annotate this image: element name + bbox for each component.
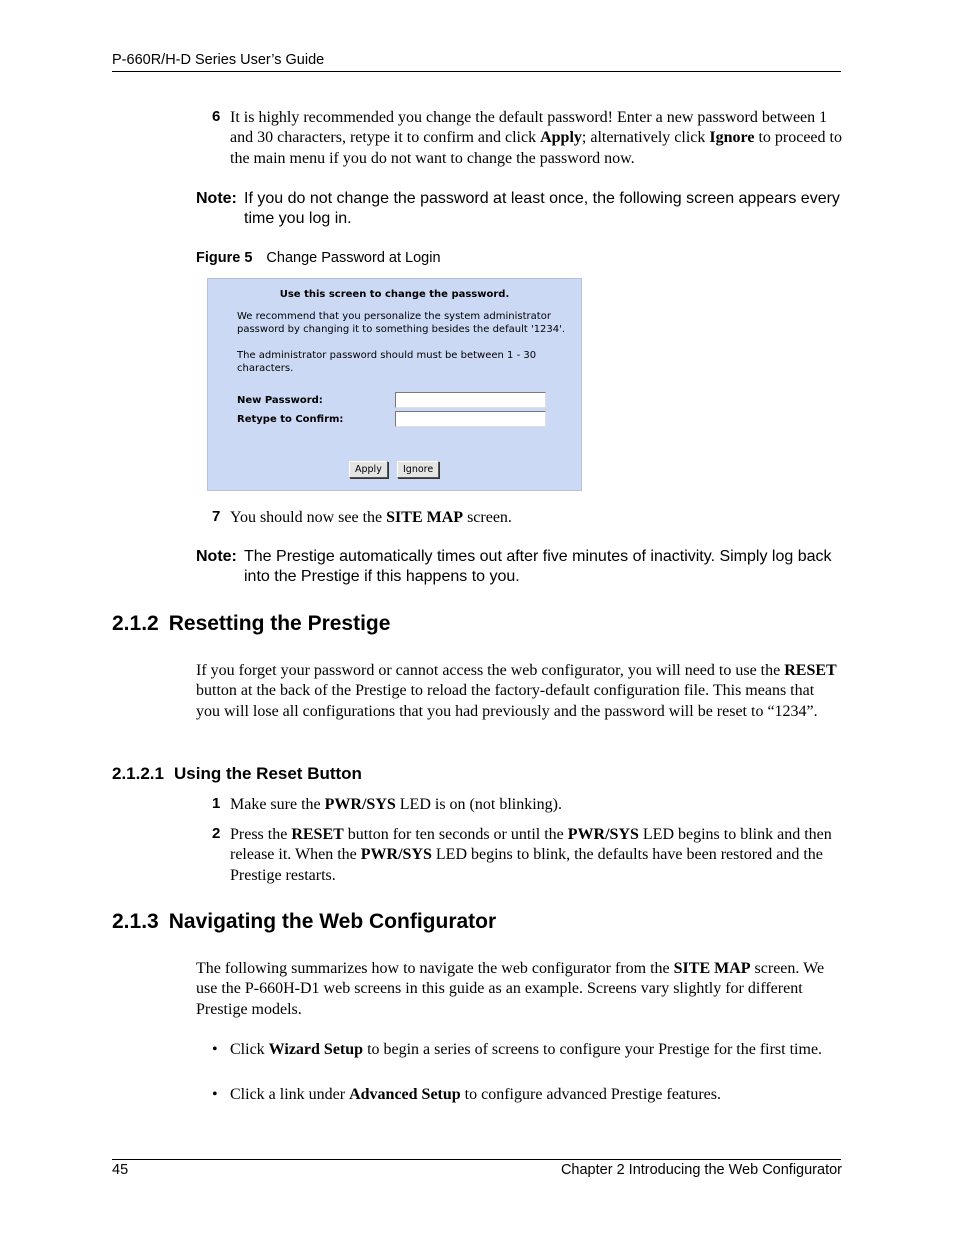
note-label: Note: [196,548,237,565]
figure-title: Change Password at Login [266,250,441,266]
section-heading-2-1-2: 2.1.2 Resetting the Prestige [112,612,391,635]
figure-number: Figure 5 [196,250,253,266]
page-header-title: P-660R/H-D Series User’s Guide [112,52,325,68]
chapter-title: Chapter 2 Introducing the Web Configurator [560,1162,842,1178]
new-password-input[interactable] [395,392,546,408]
screen-length-text: The administrator password should must be between 1 - 30 characters. [237,350,537,374]
retype-confirm-label: Retype to Confirm: [237,414,344,425]
screen-recommend-text: We recommend that you personalize the system administrator password by changing it to something besides the default '1234'. [237,311,566,335]
ignore-button[interactable]: Ignore [397,461,439,478]
step-text: Make sure the PWR/SYS LED is on (not blinking). [230,796,562,813]
step-7 [212,508,842,528]
step-text: Press the RESET button for ten seconds or until the PWR/SYS LED begins to blink and then release it. When the PWR/SYS LED begins to blink, the defaults have been restored and the Prestige restarts. [230,826,832,884]
change-password-screen [207,278,582,491]
note-timeout [196,547,841,588]
page-number: 45 [112,1162,129,1178]
note-password [196,189,841,230]
step-text: It is highly recommended you change the default password! Enter a new password between 1 and 30 characters, retype it to confirm and click Apply; alternatively click Ignore to proceed to the main menu if you do not want to change the password now. [230,109,842,167]
navigate-paragraph: The following summarizes how to navigate the web configurator from the SITE MAP screen. We use the P-660H-D1 web screens in this guide as an example. Screens vary slightly for different Prestige models. [196,960,825,1018]
bullet-text: Click a link under Advanced Setup to configure advanced Prestige features. [230,1086,722,1103]
bullet-dot: • [212,1041,218,1058]
section-heading-2-1-3: 2.1.3 Navigating the Web Configurator [112,910,497,933]
step-number: 6 [212,108,221,125]
reset-step-2 [212,825,842,886]
step-text: You should now see the SITE MAP screen. [230,509,512,526]
apply-button[interactable]: Apply [349,461,388,478]
note-label: Note: [196,190,237,207]
retype-confirm-input[interactable] [395,411,546,427]
section-heading-2-1-2-1: 2.1.2.1 Using the Reset Button [112,764,362,783]
step-number: 2 [212,825,221,842]
bullet-wizard-setup [212,1040,842,1060]
step-number: 1 [212,795,221,812]
reset-paragraph: If you forget your password or cannot access the web configurator, you will need to use the RESET button at the back of the Prestige to reload the factory-default configuration file. This means that you will lose all configurations that you had previously and the password will be reset to “1234”. [196,662,837,720]
new-password-label: New Password: [237,395,323,406]
footer-rule [112,1159,841,1160]
screen-title: Use this screen to change the password. [279,289,510,300]
bullet-text: Click Wizard Setup to begin a series of screens to configure your Prestige for the first time. [230,1041,823,1058]
step-number: 7 [212,508,221,525]
note-text: If you do not change the password at least once, the following screen appears every time you log in. [244,190,840,228]
bullet-dot: • [212,1086,218,1103]
bullet-advanced-setup [212,1085,842,1105]
note-text: The Prestige automatically times out after five minutes of inactivity. Simply log back into the Prestige if this happens to you. [244,548,832,586]
header-rule [112,71,841,72]
step-6 [212,108,842,169]
figure-caption [196,250,441,266]
reset-step-1 [212,795,842,815]
